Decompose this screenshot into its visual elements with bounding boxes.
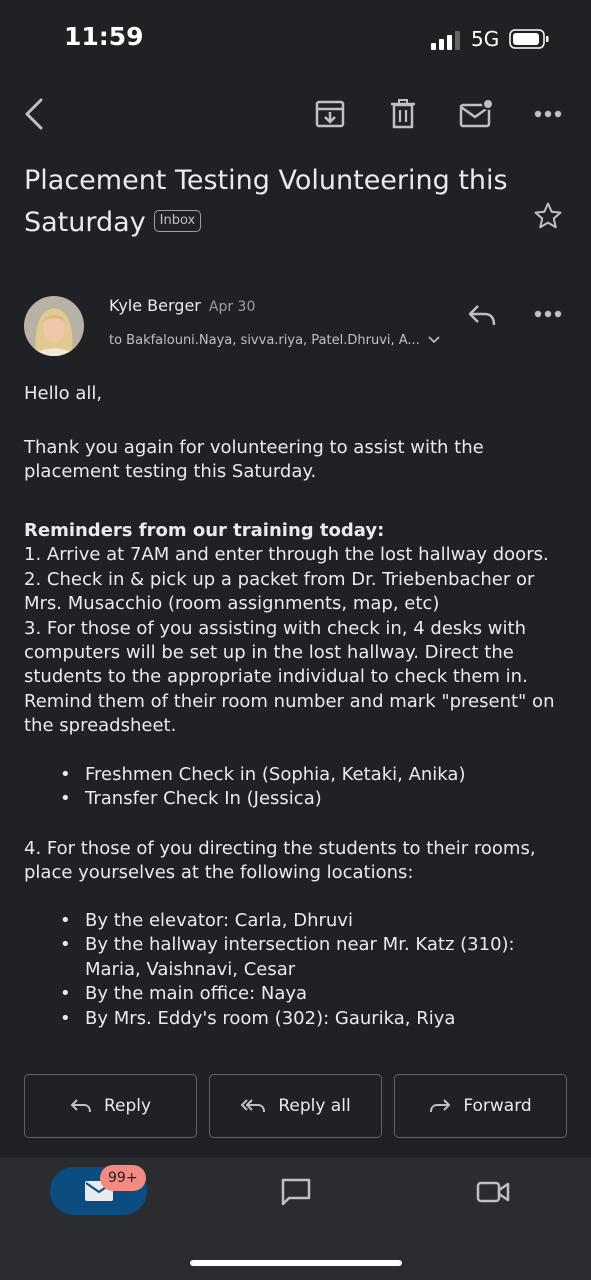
mail-unread-icon [459, 99, 493, 129]
reply-all-button[interactable] [209, 1074, 382, 1138]
reply-label: Reply [103, 1096, 152, 1116]
location-list-block [24, 909, 569, 1031]
mark-unread-button[interactable] [454, 94, 498, 134]
video-camera-icon [476, 1180, 510, 1204]
network-label: 5G [471, 27, 500, 51]
forward-icon [429, 1098, 451, 1114]
forward-label: Forward [463, 1096, 532, 1116]
status-time: 11:59 [64, 22, 144, 51]
reminder-2: 2. Check in & pick up a packet from Dr. Triebenbacher or Mrs. Musacchio (room assignments, map, etc) [24, 568, 535, 615]
avatar-photo-icon [24, 296, 84, 356]
more-button[interactable] [526, 100, 570, 128]
recipients-toggle[interactable] [109, 333, 440, 348]
list-item: • By the main office: Naya [24, 982, 569, 1006]
email-subject [24, 160, 514, 244]
nav-meet-tab[interactable] [470, 1174, 516, 1210]
chat-icon [280, 1177, 312, 1207]
reply-button[interactable] [24, 1074, 197, 1138]
more-horizontal-icon [534, 310, 562, 318]
delete-button[interactable] [381, 94, 425, 134]
unread-count-badge: 99+ [100, 1165, 146, 1191]
forward-button[interactable] [394, 1074, 567, 1138]
reply-all-icon [240, 1098, 266, 1114]
star-button[interactable] [528, 196, 568, 236]
location-list [24, 909, 569, 1031]
sender-avatar[interactable] [24, 296, 84, 356]
inbox-label-chip[interactable]: Inbox [154, 210, 202, 232]
archive-button[interactable] [308, 94, 352, 134]
email-date: Apr 30 [208, 299, 256, 315]
checkin-list [24, 763, 569, 812]
reminders-heading: Reminders from our training today: [24, 520, 385, 541]
signal-icon [431, 30, 463, 50]
checkin-list-block [24, 763, 569, 812]
subject-text: Placement Testing Volunteering this Saturday [24, 165, 508, 238]
chevron-down-icon [428, 336, 440, 344]
more-horizontal-icon [534, 110, 562, 118]
sender-name: Kyle Berger [109, 296, 201, 315]
recipients-text: to Bakfalouni.Naya, sivva.riya, Patel.Dhruvi, A... [109, 333, 420, 348]
sender-line [109, 296, 255, 315]
reply-icon-button[interactable] [462, 298, 502, 332]
home-indicator [190, 1260, 402, 1266]
reply-icon [467, 303, 497, 327]
star-icon [533, 201, 563, 231]
reminder-4: 4. For those of you directing the students to their rooms, place yourselves at the following locations: [24, 838, 536, 884]
archive-icon [315, 99, 345, 129]
list-item: • Transfer Check In (Jessica) [24, 787, 569, 811]
list-item: • By Mrs. Eddy's room (302): Gaurika, Riya [24, 1007, 569, 1031]
email-intro: Thank you again for volunteering to assist with the placement testing this Saturday. [24, 437, 484, 483]
arrow-back-icon [23, 98, 45, 130]
reply-icon [70, 1098, 92, 1114]
list-item: • By the hallway intersection near Mr. Katz (310): Maria, Vaishnavi, Cesar [24, 933, 569, 982]
email-reminders [24, 519, 569, 739]
nav-chat-tab[interactable] [274, 1172, 318, 1212]
email-greeting: Hello all, [24, 383, 103, 404]
list-item: • Freshmen Check in (Sophia, Ketaki, Anika) [24, 763, 569, 787]
message-more-button[interactable] [526, 300, 570, 328]
trash-icon [390, 99, 416, 129]
reminder-1: 1. Arrive at 7AM and enter through the lost hallway doors. [24, 544, 549, 566]
battery-icon [509, 29, 549, 49]
reply-all-label: Reply all [278, 1096, 351, 1116]
back-button[interactable] [14, 92, 54, 136]
reminder-3: 3. For those of you assisting with check in, 4 desks with computers will be set up in the lost hallway. Direct the students to the appropriate individual to check them in. Remind them of their room number and mark "present" on the spreadsheet. [24, 617, 555, 737]
list-item: • By the elevator: Carla, Dhruvi [24, 909, 569, 933]
